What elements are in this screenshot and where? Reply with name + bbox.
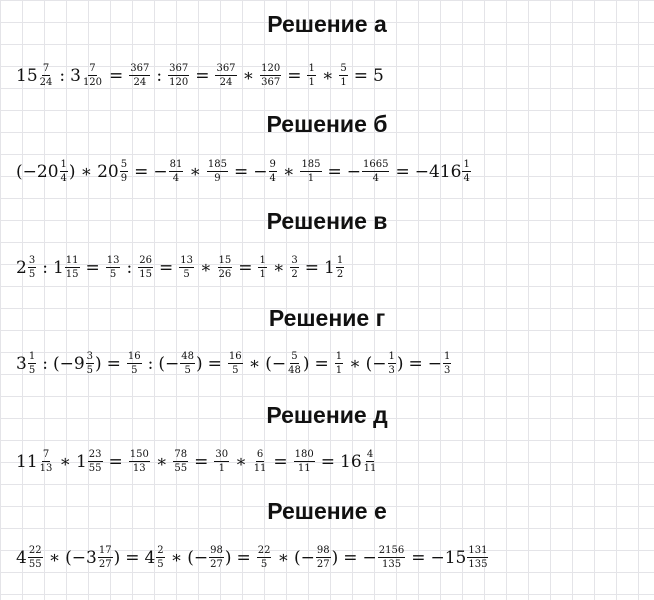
math-number: (− <box>365 353 387 374</box>
math-number: 1 <box>75 451 87 472</box>
math-number: ) <box>95 353 102 374</box>
math-operator: ∗ <box>248 353 261 374</box>
fraction <box>215 63 236 88</box>
fraction <box>138 255 153 280</box>
fraction-numerator: 16 <box>228 351 242 362</box>
math-number: 16 <box>340 451 362 472</box>
fraction-denominator: 11 <box>253 463 267 474</box>
math-operator: ∗ <box>349 353 361 374</box>
fraction-denominator: 120 <box>82 77 103 88</box>
solution-equation-b <box>16 159 472 184</box>
fraction-numerator: 7 <box>42 449 50 460</box>
math-number: (− <box>187 547 209 568</box>
fraction <box>378 545 405 570</box>
fraction-denominator: 1 <box>308 77 315 88</box>
fraction <box>173 449 188 474</box>
math-operator: = <box>353 65 369 86</box>
fraction-numerator: 22 <box>257 545 271 556</box>
fraction <box>60 159 68 184</box>
fraction-numerator: 5 <box>340 63 347 74</box>
fraction-denominator: 135 <box>381 559 402 570</box>
fraction-denominator: 15 <box>65 269 79 280</box>
fraction-denominator: 3 <box>444 365 451 376</box>
solution-equation-a <box>16 63 384 88</box>
math-number: (−3 <box>65 547 97 568</box>
fraction-denominator: 27 <box>210 559 223 570</box>
fraction-numerator: 2 <box>157 545 164 556</box>
math-operator: ∗ <box>242 65 255 86</box>
fraction-numerator: 81 <box>169 159 183 170</box>
fraction <box>129 63 150 88</box>
math-operator: = <box>194 451 209 472</box>
fraction-denominator: 5 <box>131 365 138 376</box>
fraction <box>287 351 302 376</box>
fraction <box>253 449 268 474</box>
fraction-numerator: 16 <box>127 351 141 362</box>
fraction-numerator: 367 <box>130 63 150 74</box>
fraction-denominator: 1 <box>340 77 347 88</box>
fraction-numerator: 1 <box>335 351 343 362</box>
fraction <box>129 449 150 474</box>
fraction-numerator: 3 <box>28 255 36 266</box>
fraction-denominator: 5 <box>28 269 36 280</box>
solution-heading-g: Решение г <box>268 305 386 331</box>
fraction-denominator: 9 <box>214 173 221 184</box>
fraction <box>28 255 36 280</box>
math-number: (− <box>158 353 180 374</box>
fraction-denominator: 5 <box>260 559 268 570</box>
math-operator: = <box>85 257 100 278</box>
fraction <box>316 545 331 570</box>
fraction-numerator: 5 <box>291 351 298 362</box>
solution-equation-e <box>16 545 489 570</box>
fraction-denominator: 48 <box>288 365 301 376</box>
fraction-numerator: 1 <box>463 159 470 170</box>
fraction <box>28 545 43 570</box>
fraction-numerator: 13 <box>106 255 120 266</box>
fraction-numerator: 48 <box>181 351 194 362</box>
fraction-numerator: 180 <box>294 449 314 460</box>
fraction-numerator: 1 <box>28 351 36 362</box>
fraction-denominator: 55 <box>88 463 102 474</box>
math-operator: ∗ <box>277 547 290 568</box>
math-number: 15 <box>16 65 38 86</box>
fraction <box>207 159 228 184</box>
math-operator: = <box>314 353 329 374</box>
math-number: 2 <box>16 257 27 278</box>
fraction-numerator: 17 <box>98 545 112 556</box>
fraction-denominator: 5 <box>183 269 190 280</box>
fraction-numerator: 9 <box>269 159 276 170</box>
solution-heading-a: Решение а <box>267 11 387 37</box>
fraction-denominator: 9 <box>120 173 128 184</box>
math-number: ) <box>68 161 76 182</box>
fraction <box>127 351 142 376</box>
fraction-denominator: 27 <box>316 559 330 570</box>
fraction-numerator: 1 <box>388 351 395 362</box>
fraction <box>269 159 277 184</box>
fraction <box>335 351 343 376</box>
fraction <box>218 255 233 280</box>
math-operator: ∗ <box>59 451 71 472</box>
solution-equation-g <box>16 351 452 376</box>
fraction-numerator: 131 <box>468 545 488 556</box>
fraction-numerator: 1665 <box>363 159 389 170</box>
math-number: 4 <box>144 547 156 568</box>
math-operator: = <box>343 547 358 568</box>
fraction-numerator: 367 <box>169 63 189 74</box>
fraction-denominator: 5 <box>28 365 36 376</box>
math-operator: : <box>156 65 163 86</box>
fraction-numerator: 150 <box>129 449 149 460</box>
fraction-numerator: 7 <box>89 63 96 74</box>
math-operator: = <box>236 547 251 568</box>
fraction <box>336 255 344 280</box>
fraction <box>120 159 128 184</box>
fraction-numerator: 98 <box>210 545 223 556</box>
math-number: ) <box>302 353 310 374</box>
fraction-numerator: 1 <box>308 63 315 74</box>
fraction <box>169 159 184 184</box>
fraction-denominator: 26 <box>218 269 232 280</box>
fraction-denominator: 13 <box>132 463 146 474</box>
math-number: (−20 <box>16 161 59 182</box>
fraction <box>228 351 243 376</box>
fraction <box>86 351 94 376</box>
math-operator: = <box>238 257 253 278</box>
fraction-denominator: 4 <box>463 173 470 184</box>
fraction-numerator: 1 <box>444 351 451 362</box>
fraction-denominator: 1 <box>259 269 266 280</box>
math-number: 5 <box>373 65 384 86</box>
math-number: ) <box>196 353 203 374</box>
fraction <box>209 545 224 570</box>
fraction-denominator: 5 <box>232 365 239 376</box>
fraction-numerator: 15 <box>218 255 232 266</box>
fraction <box>28 351 36 376</box>
math-operator: : <box>42 353 48 374</box>
math-operator: = <box>327 161 342 182</box>
fraction-denominator: 1 <box>307 173 315 184</box>
fraction-numerator: 26 <box>139 255 152 266</box>
math-number: ) <box>224 547 232 568</box>
fraction <box>462 159 470 184</box>
fraction-numerator: 6 <box>256 449 264 460</box>
fraction <box>39 63 54 88</box>
math-number: 1 <box>52 257 64 278</box>
fraction-denominator: 4 <box>372 173 379 184</box>
math-number: − <box>362 547 377 568</box>
solution-equation-d <box>16 449 378 474</box>
fraction-numerator: 30 <box>215 449 229 460</box>
fraction <box>307 63 315 88</box>
fraction-denominator: 24 <box>39 77 53 88</box>
fraction-numerator: 78 <box>174 449 188 460</box>
solution-heading-v: Решение в <box>266 208 388 234</box>
math-number: ) <box>396 353 404 374</box>
fraction-denominator: 4 <box>172 173 180 184</box>
fraction-denominator: 4 <box>269 173 276 184</box>
fraction <box>467 545 488 570</box>
fraction-denominator: 367 <box>261 77 281 88</box>
math-operator: : <box>147 353 154 374</box>
math-number: 20 <box>97 161 119 182</box>
math-number: (− <box>294 547 315 568</box>
math-operator: = <box>109 65 124 86</box>
fraction <box>363 449 378 474</box>
solution-heading-d: Решение д <box>266 402 388 428</box>
math-operator: ∗ <box>321 65 334 86</box>
fraction-denominator: 24 <box>133 77 147 88</box>
fraction-denominator: 11 <box>297 463 311 474</box>
fraction-numerator: 22 <box>28 545 42 556</box>
fraction <box>257 545 272 570</box>
fraction-numerator: 2156 <box>378 545 405 556</box>
math-operator: = <box>273 451 288 472</box>
math-operator: = <box>195 65 210 86</box>
fraction <box>106 255 121 280</box>
math-number: (−9 <box>52 353 85 374</box>
math-operator: = <box>134 161 149 182</box>
math-operator: = <box>304 257 320 278</box>
fraction-denominator: 1 <box>218 463 225 474</box>
math-operator: ∗ <box>48 547 61 568</box>
fraction <box>82 63 103 88</box>
math-number: −416 <box>414 161 462 182</box>
fraction-numerator: 98 <box>316 545 330 556</box>
fraction <box>65 255 80 280</box>
math-operator: ∗ <box>170 547 183 568</box>
math-number: 3 <box>70 65 81 86</box>
solution-equation-v <box>16 255 345 280</box>
fraction-denominator: 1 <box>335 365 343 376</box>
math-number: − <box>427 353 443 374</box>
solution-heading-b: Решение б <box>266 111 388 137</box>
math-number: 11 <box>16 451 38 472</box>
fraction-denominator: 55 <box>28 559 42 570</box>
fraction-numerator: 1 <box>60 159 67 170</box>
math-number: ) <box>113 547 121 568</box>
fraction-numerator: 3 <box>291 255 298 266</box>
fraction <box>388 351 396 376</box>
math-operator: = <box>207 353 222 374</box>
fraction <box>294 449 315 474</box>
fraction-denominator: 2 <box>291 269 298 280</box>
fraction <box>180 351 195 376</box>
fraction <box>98 545 113 570</box>
fraction-denominator: 13 <box>39 463 53 474</box>
fraction-numerator: 367 <box>216 63 236 74</box>
fraction <box>156 545 164 570</box>
math-number: ) <box>331 547 339 568</box>
fraction-numerator: 185 <box>207 159 227 170</box>
math-operator: = <box>158 257 174 278</box>
math-number: − <box>253 161 268 182</box>
fraction-denominator: 120 <box>169 77 189 88</box>
fraction-numerator: 3 <box>86 351 94 362</box>
math-number: 4 <box>16 547 27 568</box>
fraction-numerator: 120 <box>261 63 281 74</box>
fraction-denominator: 4 <box>60 173 67 184</box>
fraction <box>362 159 389 184</box>
fraction <box>39 449 54 474</box>
math-number: (− <box>265 353 287 374</box>
fraction-numerator: 4 <box>366 449 374 460</box>
fraction <box>214 449 229 474</box>
fraction-denominator: 5 <box>86 365 94 376</box>
fraction <box>179 255 194 280</box>
fraction-denominator: 5 <box>184 365 191 376</box>
fraction-denominator: 2 <box>336 269 344 280</box>
math-operator: = <box>125 547 140 568</box>
fraction-numerator: 185 <box>301 159 321 170</box>
fraction-numerator: 1 <box>259 255 266 266</box>
fraction-denominator: 55 <box>174 463 188 474</box>
math-number: − <box>153 161 168 182</box>
math-operator: ∗ <box>199 257 212 278</box>
fraction-denominator: 5 <box>157 559 164 570</box>
math-operator: : <box>42 257 48 278</box>
math-operator: = <box>106 353 121 374</box>
fraction-denominator: 27 <box>98 559 112 570</box>
fraction <box>300 159 321 184</box>
fraction <box>88 449 103 474</box>
math-operator: : <box>59 65 66 86</box>
fraction-numerator: 11 <box>65 255 79 266</box>
fraction-numerator: 7 <box>42 63 50 74</box>
math-operator: ∗ <box>80 161 93 182</box>
fraction-numerator: 23 <box>88 449 102 460</box>
math-number: −15 <box>430 547 467 568</box>
math-number: − <box>346 161 362 182</box>
math-number: 3 <box>16 353 27 374</box>
math-number: 1 <box>324 257 335 278</box>
math-operator: = <box>108 451 123 472</box>
math-operator: = <box>411 547 426 568</box>
fraction-numerator: 5 <box>120 159 128 170</box>
fraction <box>339 63 347 88</box>
math-operator: = <box>320 451 336 472</box>
fraction-denominator: 5 <box>109 269 117 280</box>
fraction <box>258 255 266 280</box>
fraction <box>260 63 281 88</box>
fraction-denominator: 15 <box>139 269 152 280</box>
fraction-denominator: 3 <box>388 365 395 376</box>
math-operator: ∗ <box>282 161 295 182</box>
math-operator: ∗ <box>155 451 168 472</box>
solution-heading-e: Решение е <box>267 498 387 524</box>
fraction-denominator: 135 <box>468 559 488 570</box>
fraction-denominator: 24 <box>219 77 233 88</box>
math-operator: : <box>126 257 133 278</box>
math-operator: = <box>395 161 410 182</box>
math-operator: ∗ <box>189 161 201 182</box>
math-operator: = <box>408 353 423 374</box>
fraction-numerator: 13 <box>180 255 193 266</box>
fraction <box>168 63 189 88</box>
fraction-numerator: 1 <box>336 255 344 266</box>
fraction <box>443 351 451 376</box>
math-operator: = <box>287 65 302 86</box>
math-operator: ∗ <box>235 451 247 472</box>
math-operator: = <box>234 161 249 182</box>
math-operator: ∗ <box>272 257 285 278</box>
fraction-denominator: 11 <box>363 463 377 474</box>
fraction <box>290 255 298 280</box>
